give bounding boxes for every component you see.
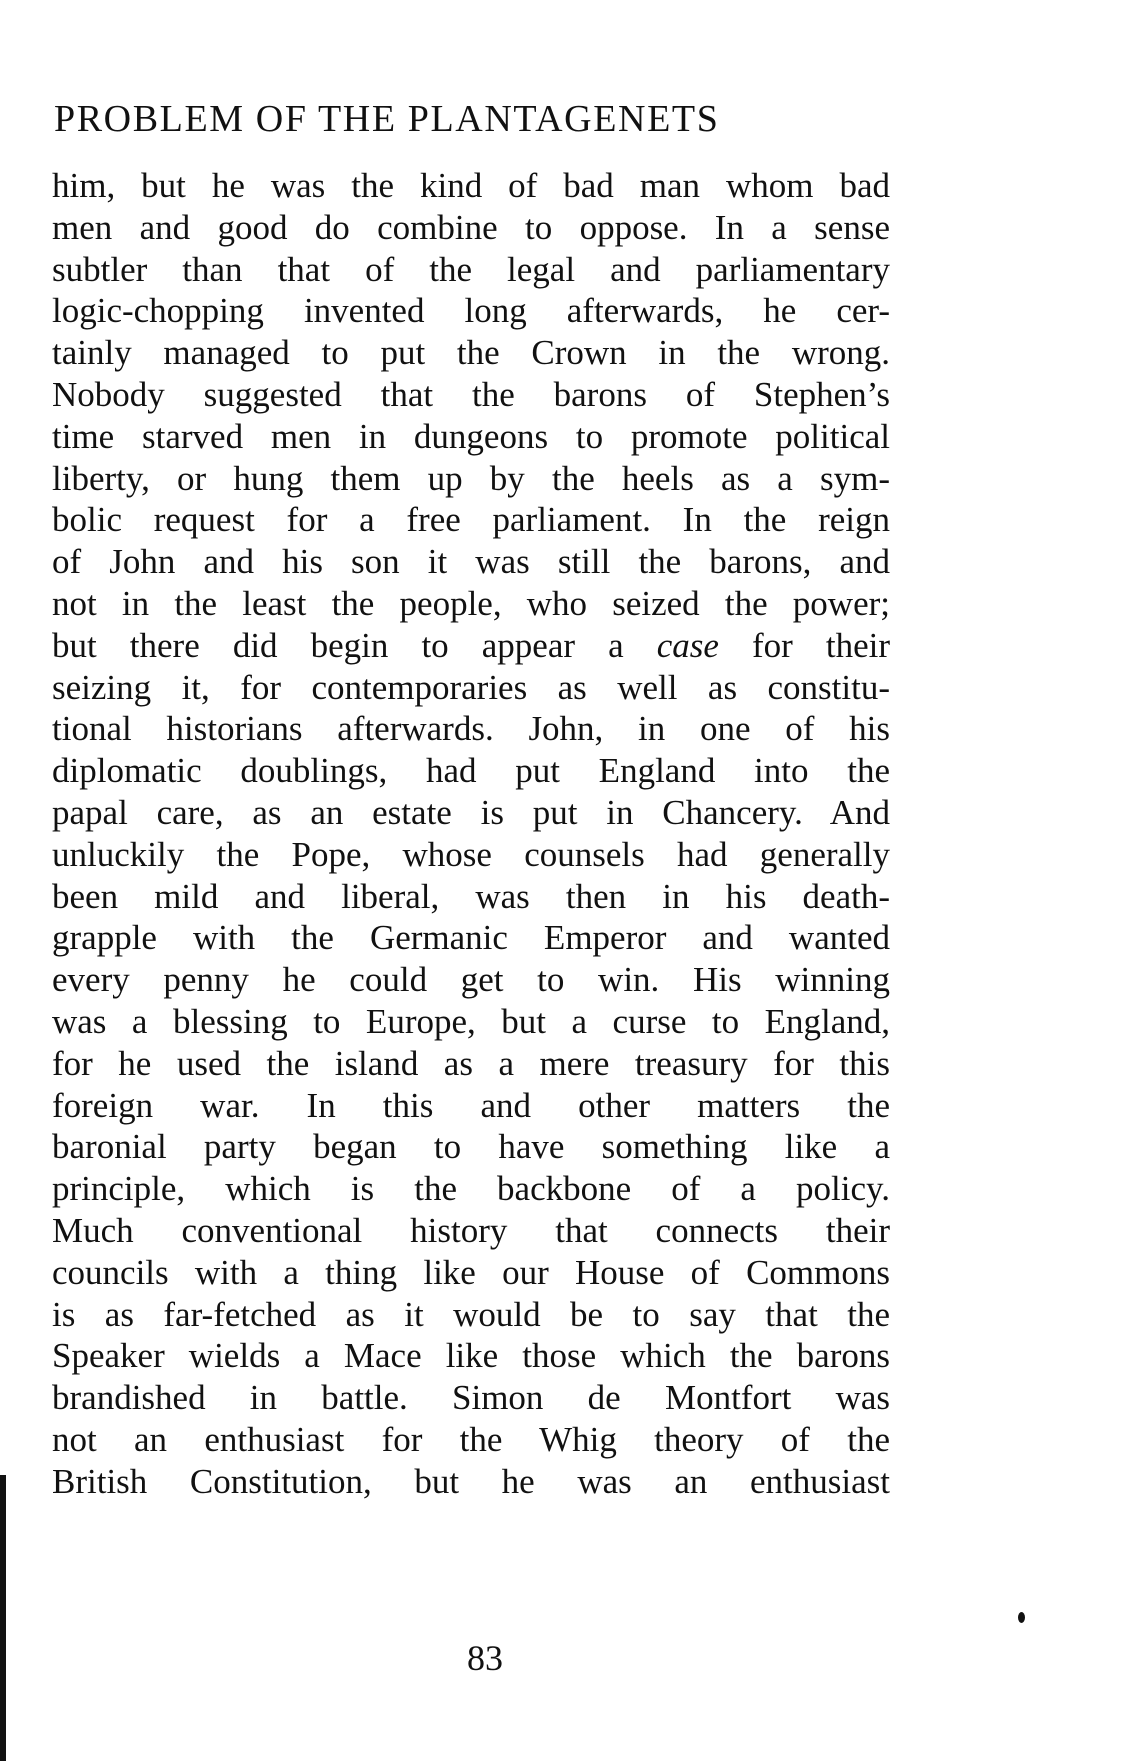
text-line-with-italic	[52, 625, 890, 667]
text-line: him, but he was the kind of bad man whom bad	[52, 166, 890, 205]
text-line: men and good do combine to oppose. In a sense	[52, 207, 890, 247]
text-line: British Constitution, but he was an enthusiast	[52, 1461, 890, 1501]
text-line-end: for their	[751, 625, 891, 665]
text-line: time starved men in dungeons to promote political	[52, 416, 890, 456]
text-line: of John and his son it was still the barons, and	[52, 542, 890, 582]
text-line: not an enthusiast for the Whig theory of the	[52, 1419, 890, 1459]
text-line: for he used the island as a mere treasury for this	[52, 1043, 890, 1083]
text-line: diplomatic doublings, had put England into the	[52, 751, 890, 791]
text-line: unluckily the Pope, whose counsels had generally	[52, 834, 890, 874]
text-line: tional historians afterwards. John, in one of his	[52, 709, 890, 749]
text-line: is as far-fetched as it would be to say that the	[52, 1294, 890, 1334]
text-line-start: but there did begin to appear a	[52, 625, 624, 665]
text-line: brandished in battle. Simon de Montfort was	[52, 1378, 890, 1418]
text-line: subtler than that of the legal and parliamentary	[52, 249, 890, 289]
page-number: 83	[467, 1638, 503, 1678]
text-line: councils with a thing like our House of Commons	[52, 1252, 890, 1292]
text-line: Speaker wields a Mace like those which the barons	[52, 1336, 890, 1376]
text-line: papal care, as an estate is put in Chancery. And	[52, 792, 890, 832]
text-line: seizing it, for contemporaries as well as constitu-	[52, 667, 890, 707]
text-line: been mild and liberal, was then in his death-	[52, 876, 890, 916]
body-text	[52, 165, 890, 1503]
running-head: PROBLEM OF THE PLANTAGENETS	[54, 98, 720, 140]
text-line: principle, which is the backbone of a policy.	[52, 1169, 890, 1209]
text-line: every penny he could get to win. His winning	[52, 960, 890, 1000]
text-line: grapple with the Germanic Emperor and wanted	[52, 918, 890, 958]
text-line: not in the least the people, who seized the power;	[52, 583, 890, 623]
scan-edge-mark	[0, 1475, 6, 1761]
text-line: Nobody suggested that the barons of Stephen’s	[52, 374, 890, 414]
text-line: was a blessing to Europe, but a curse to England,	[52, 1001, 890, 1041]
text-line: logic-chopping invented long afterwards, he cer-	[52, 291, 890, 331]
text-line: bolic request for a free parliament. In the reign	[52, 500, 890, 540]
text-line: foreign war. In this and other matters the	[52, 1085, 890, 1125]
text-line: Much conventional history that connects their	[52, 1210, 890, 1250]
text-line: tainly managed to put the Crown in the wrong.	[52, 333, 890, 373]
text-line: baronial party began to have something like a	[52, 1127, 890, 1167]
italic-word-case: case	[656, 625, 719, 665]
ink-speck	[1018, 1612, 1025, 1623]
text-line: liberty, or hung them up by the heels as a sym-	[52, 458, 890, 498]
